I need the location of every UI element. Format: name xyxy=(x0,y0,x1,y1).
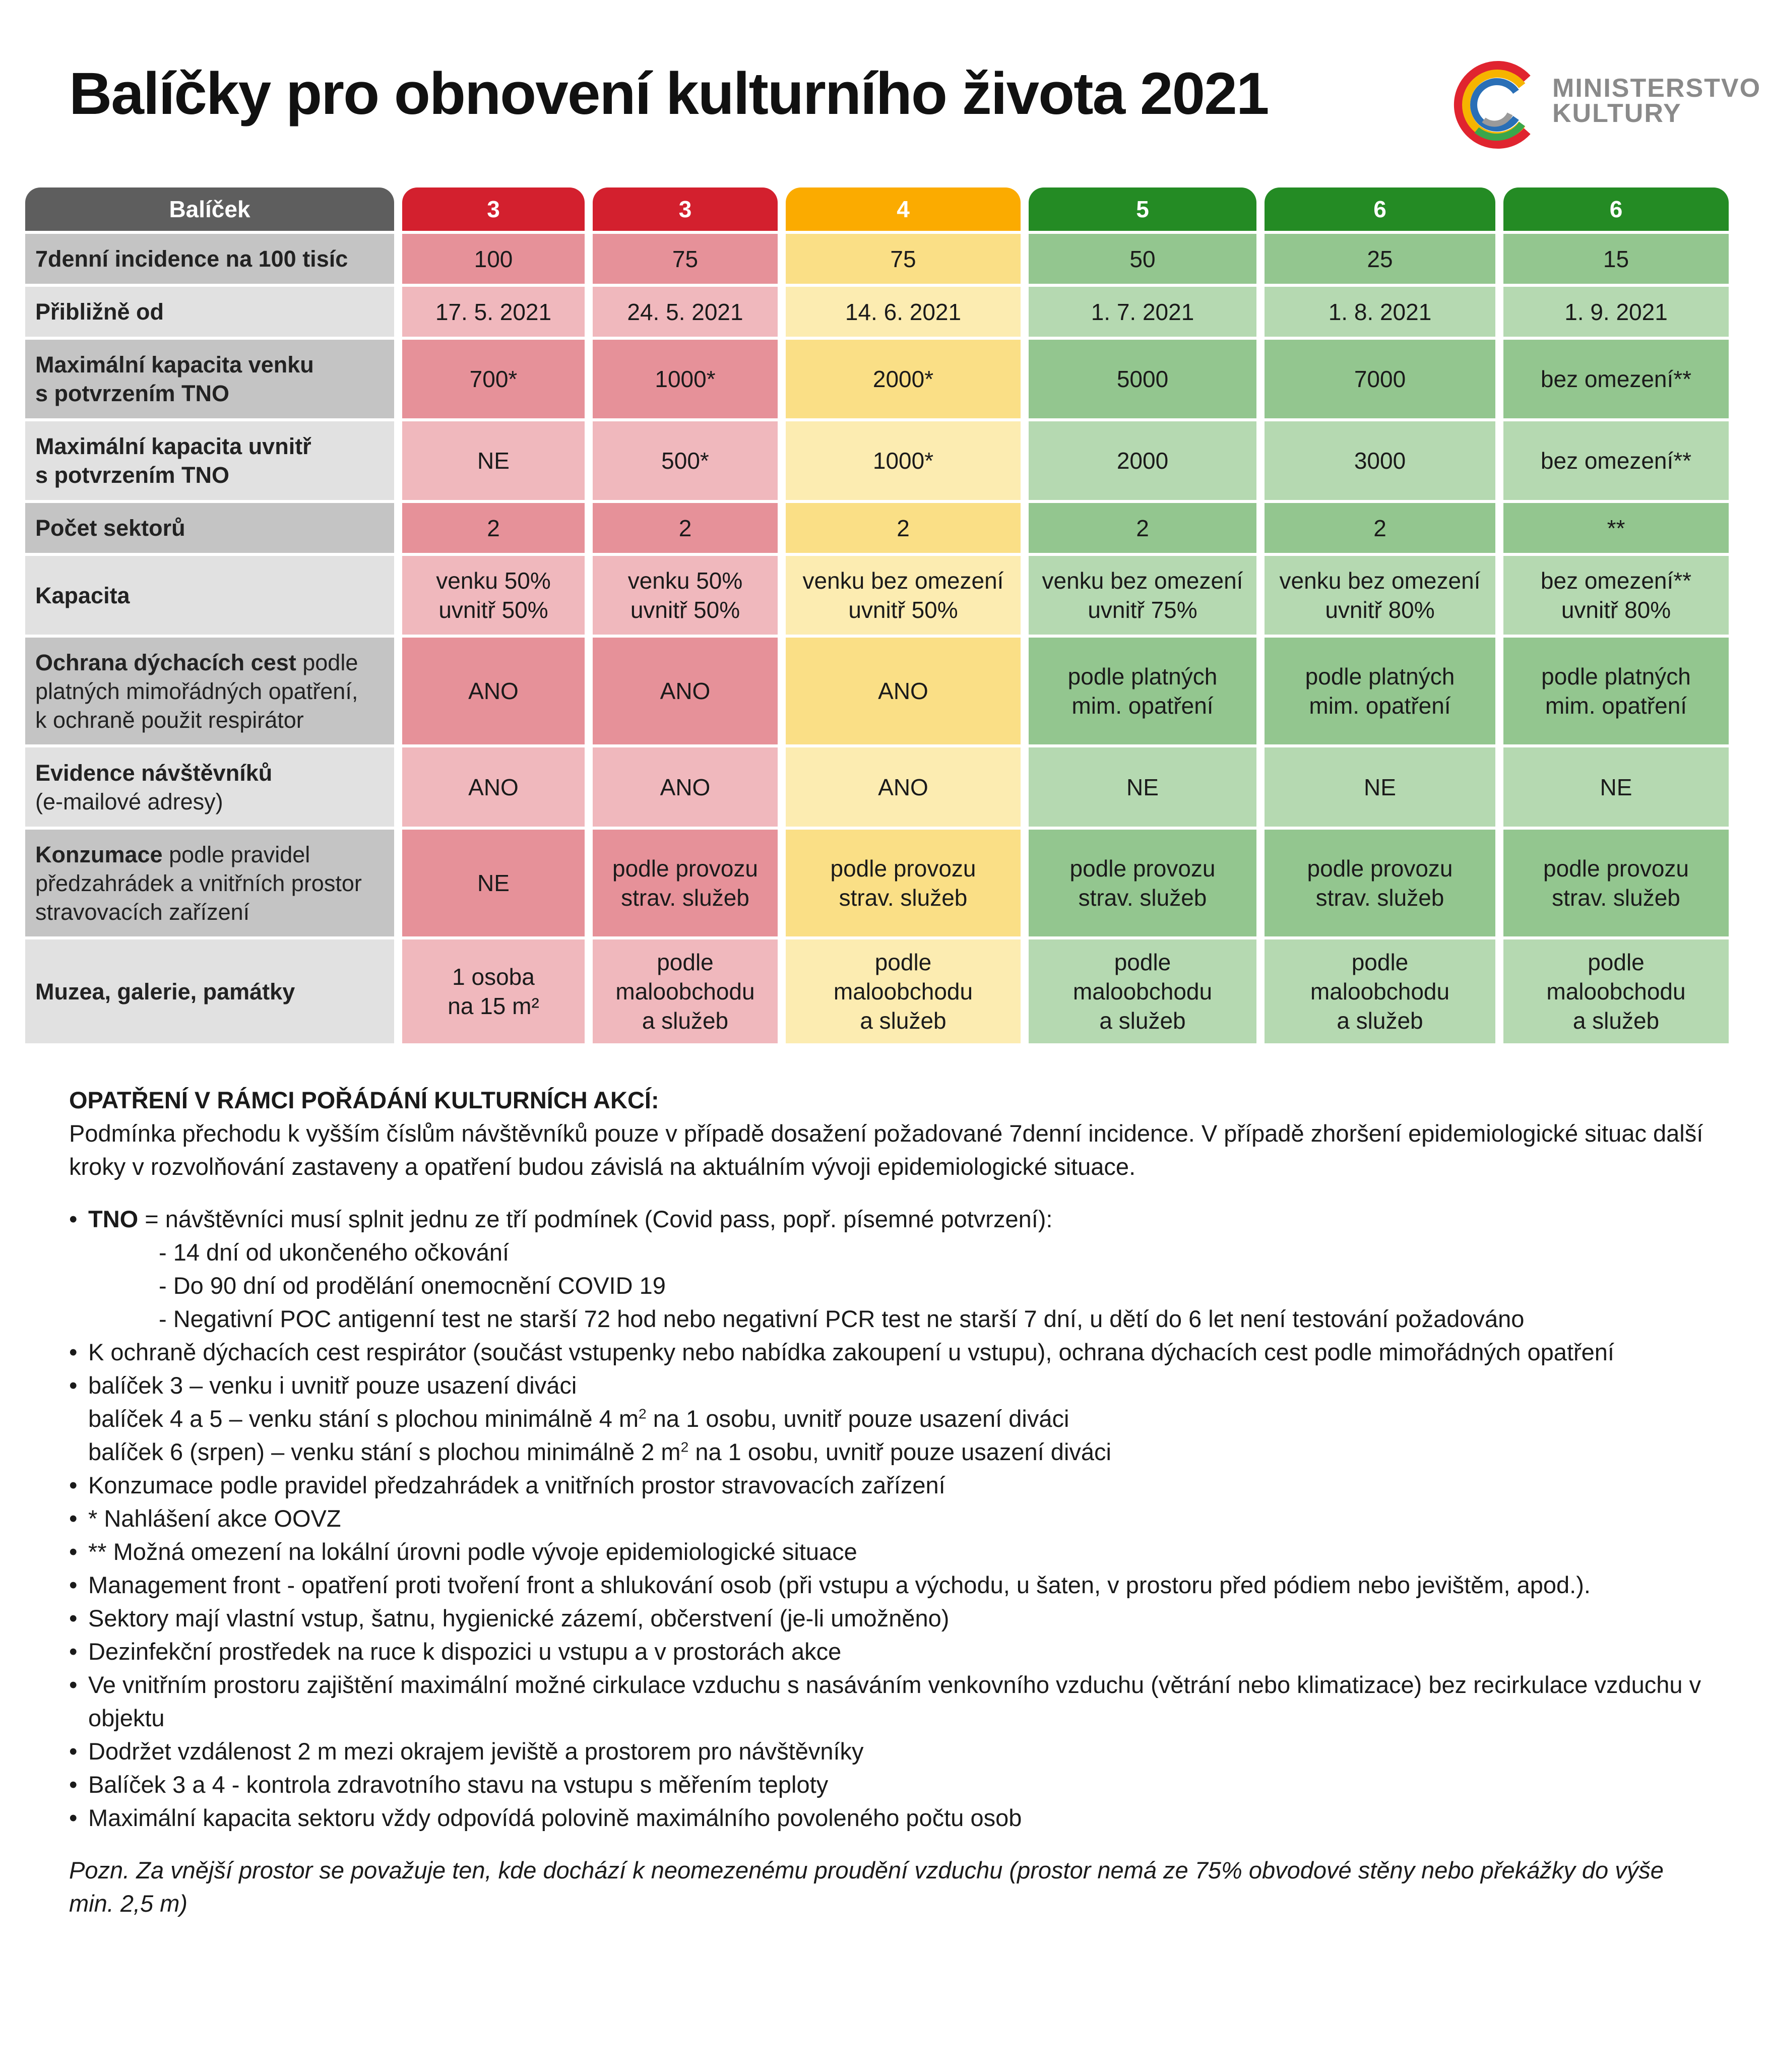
column-header-package: 6 xyxy=(1503,187,1729,234)
cell-value: 1 osoba na 15 m² xyxy=(448,964,539,1019)
cell-value: 75 xyxy=(672,245,699,272)
table-cell xyxy=(786,939,1021,1046)
cell-value: 75 xyxy=(890,245,916,272)
table-cell xyxy=(593,638,778,747)
table-header-corner: Balíček xyxy=(25,187,394,234)
row-label-bold: Maximální kapacita uvnitř s potvrzením TNO xyxy=(35,433,311,488)
cell-value: bez omezení** xyxy=(1540,366,1692,392)
row-label-bold: Počet sektorů xyxy=(35,515,185,541)
table-cell xyxy=(1029,234,1256,287)
table-cell xyxy=(1029,556,1256,638)
tno-condition: - Negativní POC antigenní test ne starší 72 hod nebo negativní PCR test ne starší 7 dní, u dětí do 6 let není testování požadováno xyxy=(159,1305,1525,1332)
table-cell xyxy=(1265,638,1495,747)
column-header-package: 3 xyxy=(402,187,585,234)
table-cell xyxy=(1503,503,1729,556)
cell-value: 2000* xyxy=(872,366,934,392)
cell-value: 700* xyxy=(469,366,518,392)
table-cell xyxy=(786,503,1021,556)
list-item: • K ochraně dýchacích cest respirátor (součást vstupenky nebo nabídka zakoupení u vstupu), ochrana dýchacích cest podle mimořádných opatření xyxy=(69,1336,1712,1369)
row-label-bold: Kapacita xyxy=(35,582,130,608)
cell-value: podle provozu strav. služeb xyxy=(1307,855,1453,911)
table-cell xyxy=(786,747,1021,830)
row-label xyxy=(25,638,394,747)
cell-value: 15 xyxy=(1603,245,1629,272)
cell-value: 1. 9. 2021 xyxy=(1564,298,1668,325)
tno-term: TNO xyxy=(88,1206,139,1232)
row-label xyxy=(25,830,394,939)
table-cell xyxy=(1265,830,1495,939)
list-item: • Konzumace podle pravidel předzahrádek a vnitřních prostor stravovacích zařízení xyxy=(69,1469,1712,1502)
cell-value: venku 50% uvnitř 50% xyxy=(627,568,743,623)
row-label-detail: (e-mailové adresy) xyxy=(35,788,223,814)
row-label xyxy=(25,939,394,1046)
table-cell xyxy=(1029,503,1256,556)
cell-value: 24. 5. 2021 xyxy=(627,298,743,325)
table-cell xyxy=(1503,556,1729,638)
row-label xyxy=(25,747,394,830)
balicek-line xyxy=(88,1435,1712,1469)
table-cell xyxy=(1503,234,1729,287)
row-label xyxy=(25,234,394,287)
cell-value: 17. 5. 2021 xyxy=(435,298,552,325)
cell-value: 2 xyxy=(487,515,500,541)
row-label xyxy=(25,340,394,421)
cell-value: podle maloobchodu a služeb xyxy=(833,949,973,1034)
cell-value: NE xyxy=(477,448,510,474)
table-cell xyxy=(593,340,778,421)
table-cell xyxy=(402,556,585,638)
balicek-line xyxy=(88,1402,1712,1435)
list-item-balicek xyxy=(69,1369,1712,1469)
cell-value: 1000* xyxy=(655,366,716,392)
cell-value: venku 50% uvnitř 50% xyxy=(436,568,551,623)
table-cell xyxy=(402,747,585,830)
notes-section xyxy=(69,1084,1712,1920)
page-title: Balíčky pro obnovení kulturního života 2021 xyxy=(69,60,1269,127)
row-label-bold: Ochrana dýchacích cest xyxy=(35,649,296,675)
cell-value: 2 xyxy=(897,515,910,541)
cell-value: 1000* xyxy=(872,448,934,474)
superscript: 2 xyxy=(680,1438,689,1455)
notes-heading: OPATŘENÍ V RÁMCI POŘÁDÁNÍ KULTURNÍCH AKCÍ: xyxy=(69,1087,659,1113)
table-cell xyxy=(402,287,585,340)
cell-value: NE xyxy=(1364,774,1396,800)
table-cell xyxy=(1503,287,1729,340)
table-cell xyxy=(1029,421,1256,503)
table-cell xyxy=(593,287,778,340)
notes-intro: Podmínka přechodu k vyšším číslům návštěvníků pouze v případě dosažení požadované 7denní incidence. V případě zhoršení epidemiologické situac další kroky v rozvolňování zastaveny a opatření budou závislá na aktuálním vývoji epidemiologické situace. xyxy=(69,1120,1703,1180)
table-cell xyxy=(1265,556,1495,638)
cell-value: ANO xyxy=(660,678,711,704)
table-cell xyxy=(786,340,1021,421)
cell-value: 50 xyxy=(1129,245,1156,272)
table-cell xyxy=(593,939,778,1046)
cell-value: venku bez omezení uvnitř 80% xyxy=(1279,568,1481,623)
cell-value: podle maloobchodu a služeb xyxy=(1310,949,1450,1034)
cell-value: 2 xyxy=(1373,515,1386,541)
table-cell xyxy=(1503,747,1729,830)
list-item: • Dezinfekční prostředek na ruce k dispozici u vstupu a v prostorách akce xyxy=(69,1635,1712,1668)
table-cell xyxy=(1029,939,1256,1046)
row-label-detail: podle platných mimořádných opatření, k ochraně použit respirátor xyxy=(35,649,358,733)
row-label-bold: Přibližně od xyxy=(35,299,164,325)
footnote: Pozn. Za vnější prostor se považuje ten, kde dochází k neomezenému proudění vzduchu (prostor nemá ze 75% obvodové stěny nebo překážky do výše min. 2,5 m) xyxy=(69,1857,1664,1917)
cell-value: 1. 8. 2021 xyxy=(1328,298,1432,325)
table-cell xyxy=(786,556,1021,638)
logo-line-1: MINISTERSTVO xyxy=(1552,74,1761,103)
balicek-line-text: na 1 osobu, uvnitř pouze usazení diváci xyxy=(688,1438,1111,1465)
tno-conditions xyxy=(88,1236,1712,1336)
balicek-line-text: balíček 4 a 5 – venku stání s plochou minimálně 4 m xyxy=(88,1405,639,1432)
table-cell xyxy=(1029,638,1256,747)
cell-value: podle provozu strav. služeb xyxy=(1069,855,1216,911)
table-cell xyxy=(1265,747,1495,830)
table-cell xyxy=(593,556,778,638)
table-cell xyxy=(593,421,778,503)
list-item: • Management front - opatření proti tvoření front a shlukování osob (při vstupu a východu, u šaten, v prostoru před pódiem nebo jevištěm, apod.). xyxy=(69,1568,1712,1602)
cell-value: 100 xyxy=(474,245,513,272)
table-cell xyxy=(1265,340,1495,421)
table-cell xyxy=(593,234,778,287)
table-cell xyxy=(786,421,1021,503)
measures-list xyxy=(69,1203,1712,1835)
cell-value: NE xyxy=(477,870,510,896)
list-item-tno xyxy=(69,1203,1712,1336)
row-label-bold: Maximální kapacita venku s potvrzením TNO xyxy=(35,352,314,406)
table-cell xyxy=(786,830,1021,939)
row-label-bold: Evidence návštěvníků xyxy=(35,760,273,786)
cell-value: 25 xyxy=(1367,245,1393,272)
table-cell xyxy=(593,503,778,556)
row-label xyxy=(25,287,394,340)
cell-value: podle provozu strav. služeb xyxy=(1543,855,1689,911)
table-cell xyxy=(402,830,585,939)
cell-value: 14. 6. 2021 xyxy=(845,298,962,325)
list-item: • Sektory mají vlastní vstup, šatnu, hygienické zázemí, občerstvení (je-li umožněno) xyxy=(69,1602,1712,1635)
package-table xyxy=(25,187,1744,1046)
table-cell xyxy=(593,747,778,830)
cell-value: ANO xyxy=(878,678,928,704)
balicek-line-text: balíček 6 (srpen) – venku stání s plochou minimálně 2 m xyxy=(88,1438,681,1465)
cell-value: ANO xyxy=(660,774,711,800)
cell-value: podle platných mim. opatření xyxy=(1541,663,1691,719)
table-cell xyxy=(786,234,1021,287)
balicek-line: • balíček 3 – venku i uvnitř pouze usazení diváci xyxy=(88,1372,577,1399)
table-cell xyxy=(402,503,585,556)
list-item: • Balíček 3 a 4 - kontrola zdravotního stavu na vstupu s měřením teploty xyxy=(69,1768,1712,1801)
cell-value: venku bez omezení uvnitř 75% xyxy=(1042,568,1243,623)
list-item: • Dodržet vzdálenost 2 m mezi okrajem jeviště a prostorem pro návštěvníky xyxy=(69,1735,1712,1768)
table-cell xyxy=(402,421,585,503)
table-cell xyxy=(1265,287,1495,340)
cell-value: podle provozu strav. služeb xyxy=(612,855,758,911)
table-cell xyxy=(1265,234,1495,287)
list-item: • ** Možná omezení na lokální úrovni podle vývoje epidemiologické situace xyxy=(69,1535,1712,1568)
table-cell xyxy=(1265,421,1495,503)
logo-line-2: KULTURY xyxy=(1552,99,1682,128)
table-cell xyxy=(786,287,1021,340)
table-cell xyxy=(1029,747,1256,830)
cell-value: ANO xyxy=(468,678,519,704)
cell-value: ANO xyxy=(468,774,519,800)
cell-value: bez omezení** uvnitř 80% xyxy=(1540,568,1692,623)
table-cell xyxy=(1503,939,1729,1046)
column-header-package: 6 xyxy=(1265,187,1495,234)
column-header-package: 4 xyxy=(786,187,1021,234)
row-label-bold: 7denní incidence na 100 tisíc xyxy=(35,246,348,272)
cell-value: 3000 xyxy=(1354,448,1406,474)
cell-value: NE xyxy=(1126,774,1159,800)
row-label xyxy=(25,421,394,503)
row-label-bold: Konzumace xyxy=(35,841,163,867)
cell-value: 1. 7. 2021 xyxy=(1091,298,1194,325)
cell-value: podle platných mim. opatření xyxy=(1067,663,1218,719)
table-cell xyxy=(1265,503,1495,556)
superscript: 2 xyxy=(639,1405,647,1422)
column-header-package: 5 xyxy=(1029,187,1256,234)
table-cell xyxy=(1503,340,1729,421)
table-cell xyxy=(1503,830,1729,939)
table-cell xyxy=(1265,939,1495,1046)
cell-value: 2000 xyxy=(1116,448,1169,474)
table-cell xyxy=(402,234,585,287)
cell-value: bez omezení** xyxy=(1540,448,1692,474)
list-item: • * Nahlášení akce OOVZ xyxy=(69,1502,1712,1535)
cell-value: 500* xyxy=(661,448,709,474)
cell-value: podle maloobchodu a služeb xyxy=(615,949,755,1034)
ministry-logo xyxy=(1446,54,1761,155)
row-label xyxy=(25,503,394,556)
cell-value: 5000 xyxy=(1116,366,1169,392)
table-cell xyxy=(593,830,778,939)
column-header-package: 3 xyxy=(593,187,778,234)
cell-value: venku bez omezení uvnitř 50% xyxy=(802,568,1004,623)
tno-definition: = návštěvníci musí splnit jednu ze tří podmínek (Covid pass, popř. písemné potvrzení): xyxy=(138,1206,1053,1232)
row-label-detail: podle pravidel předzahrádek a vnitřních prostor stravovacích zařízení xyxy=(35,841,362,925)
list-item: • Maximální kapacita sektoru vždy odpovídá polovině maximálního povoleného počtu osob xyxy=(69,1801,1712,1835)
cell-value: podle maloobchodu a služeb xyxy=(1072,949,1213,1034)
tno-condition: - 14 dní od ukončeného očkování xyxy=(159,1239,510,1266)
cell-value: podle platných mim. opatření xyxy=(1305,663,1455,719)
cell-value: podle maloobchodu a služeb xyxy=(1546,949,1686,1034)
cell-value: NE xyxy=(1600,774,1632,800)
table-cell xyxy=(402,340,585,421)
cell-value: podle provozu strav. služeb xyxy=(830,855,976,911)
table-cell xyxy=(1029,830,1256,939)
cell-value: ** xyxy=(1607,515,1625,541)
ministry-logo-icon xyxy=(1446,54,1547,155)
list-item: • Ve vnitřním prostoru zajištění maximální možné cirkulace vzduchu s nasáváním venkovního vzduchu (větrání nebo klimatizace) bez recirkulace vzduchu v objektu xyxy=(69,1668,1712,1735)
tno-condition: - Do 90 dní od prodělání onemocnění COVID 19 xyxy=(159,1272,666,1299)
row-label-bold: Muzea, galerie, památky xyxy=(35,978,295,1004)
table-cell xyxy=(402,638,585,747)
table-cell xyxy=(402,939,585,1046)
cell-value: 2 xyxy=(1136,515,1149,541)
balicek-line-text: na 1 osobu, uvnitř pouze usazení diváci xyxy=(646,1405,1069,1432)
row-label xyxy=(25,556,394,638)
table-cell xyxy=(786,638,1021,747)
cell-value: ANO xyxy=(878,774,928,800)
table-cell xyxy=(1503,421,1729,503)
table-cell xyxy=(1029,287,1256,340)
cell-value: 7000 xyxy=(1354,366,1406,392)
table-cell xyxy=(1029,340,1256,421)
cell-value: 2 xyxy=(678,515,692,541)
table-cell xyxy=(1503,638,1729,747)
